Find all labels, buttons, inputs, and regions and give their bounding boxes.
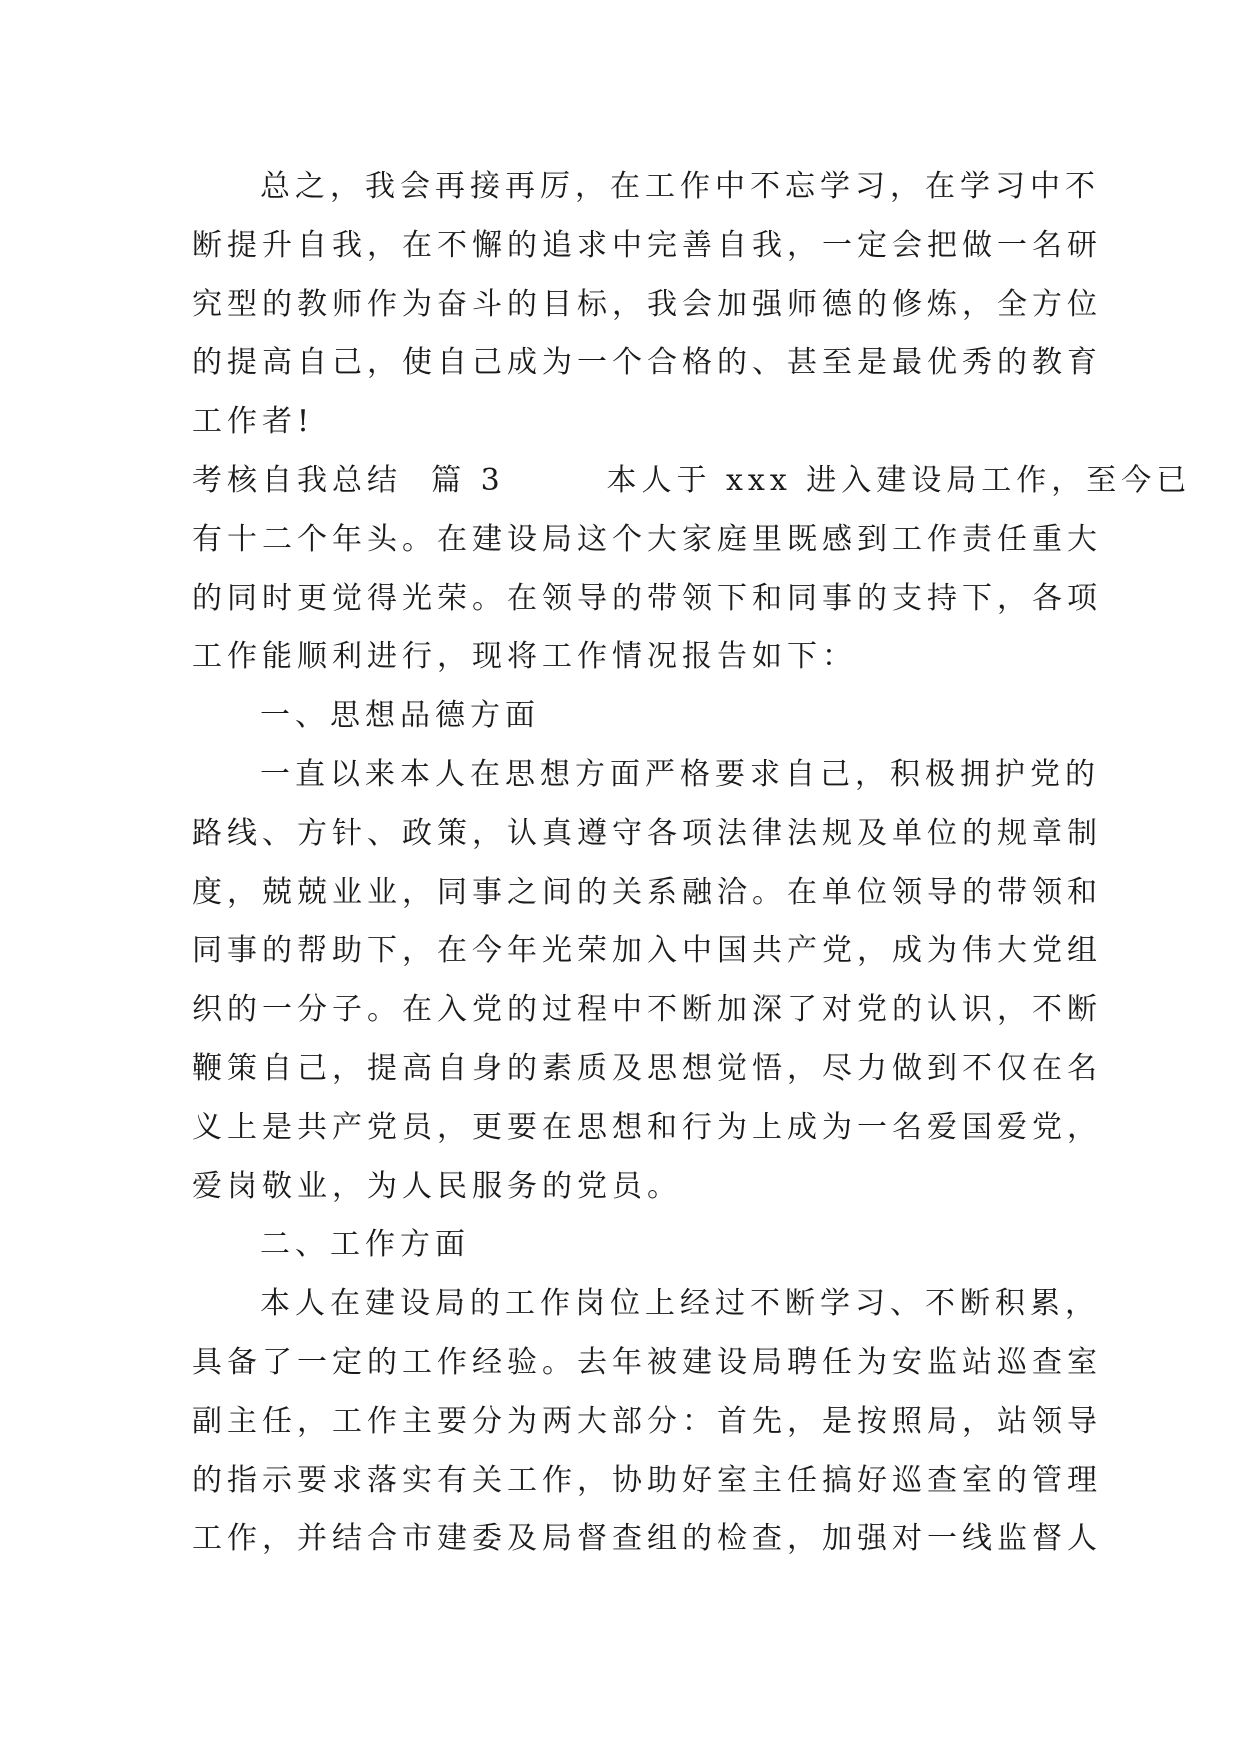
text-line: 的同时更觉得光荣。在领导的带领下和同事的支持下，各项 xyxy=(192,580,1102,616)
text-line: 鞭策自己，提高自身的素质及思想觉悟，尽力做到不仅在名 xyxy=(192,1050,1102,1086)
text-line: 的指示要求落实有关工作，协助好室主任搞好巡查室的管理 xyxy=(192,1462,1102,1498)
text-line: 有十二个年头。在建设局这个大家庭里既感到工作责任重大 xyxy=(192,521,1102,557)
text-line: 总之，我会再接再厉，在工作中不忘学习，在学习中不 xyxy=(260,169,1100,204)
text-line: 工作能顺利进行，现将工作情况报告如下： xyxy=(192,639,857,675)
text-line: 工作者! xyxy=(192,404,315,440)
text-line: 副主任，工作主要分为两大部分：首先，是按照局，站领导 xyxy=(192,1403,1102,1439)
text-line: 工作，并结合市建委及局督查组的检查，加强对一线监督人 xyxy=(192,1521,1102,1557)
text-line: 具备了一定的工作经验。去年被建设局聘任为安监站巡查室 xyxy=(192,1344,1102,1380)
text-line: 究型的教师作为奋斗的目标，我会加强师德的修炼，全方位 xyxy=(192,286,1102,322)
text-line: 织的一分子。在入党的过程中不断加深了对党的认识，不断 xyxy=(192,992,1102,1028)
subheading-2: 二、工作方面 xyxy=(260,1227,470,1263)
text-line: 断提升自我，在不懈的追求中完善自我，一定会把做一名研 xyxy=(192,227,1102,263)
text-line: 的提高自己，使自己成为一个合格的、甚至是最优秀的教育 xyxy=(192,345,1102,381)
text-line: 一直以来本人在思想方面严格要求自己，积极拥护党的 xyxy=(260,756,1100,792)
section-heading-line: 考核自我总结 篇 3 本人于 xxx 进入建设局工作，至今已 xyxy=(192,462,1192,498)
text-line: 爱岗敬业，为人民服务的党员。 xyxy=(192,1168,682,1204)
text-line: 度，兢兢业业，同事之间的关系融洽。在单位领导的带领和 xyxy=(192,874,1102,910)
text-line: 同事的帮助下，在今年光荣加入中国共产党，成为伟大党组 xyxy=(192,933,1102,969)
text-line: 路线、方针、政策，认真遵守各项法律法规及单位的规章制 xyxy=(192,815,1102,851)
document-body xyxy=(192,158,1192,1569)
text-line: 本人在建设局的工作岗位上经过不断学习、不断积累， xyxy=(260,1286,1100,1322)
text-line: 义上是共产党员，更要在思想和行为上成为一名爱国爱党， xyxy=(192,1109,1102,1145)
subheading-1: 一、思想品德方面 xyxy=(260,698,540,734)
